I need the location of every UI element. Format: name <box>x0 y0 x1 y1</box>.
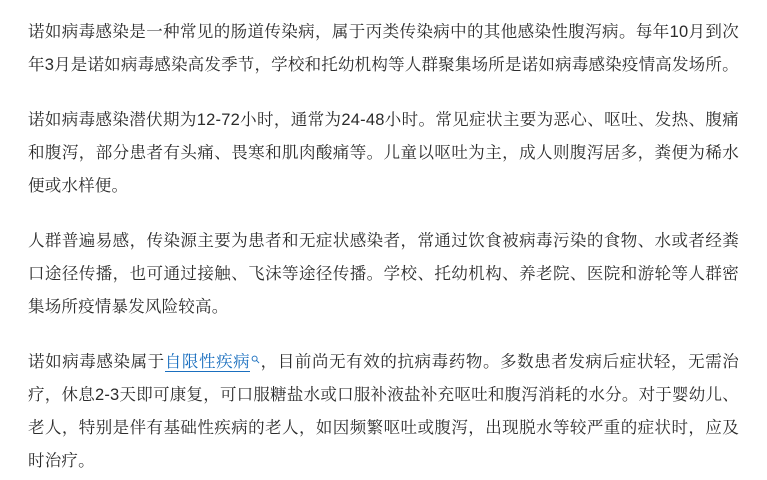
paragraph-3: 人群普遍易感，传染源主要为患者和无症状感染者，常通过饮食被病毒污染的食物、水或者经粪口途径传播，也可通过接触、飞沫等途径传播。学校、托幼机构、养老院、医院和游轮等人群密集场所疫情暴发风险较高。 <box>28 232 739 316</box>
paragraph-4 <box>28 346 739 478</box>
paragraph-2: 诺如病毒感染潜伏期为12-72小时，通常为24-48小时。常见症状主要为恶心、呕吐、发热、腹痛和腹泻，部分患者有头痛、畏寒和肌肉酸痛等。儿童以呕吐为主，成人则腹泻居多，粪便为稀水便或水样便。 <box>28 111 739 195</box>
search-icon[interactable] <box>251 355 260 365</box>
paragraph-1: 诺如病毒感染是一种常见的肠道传染病，属于丙类传染病中的其他感染性腹泻病。每年10月到次年3月是诺如病毒感染高发季节，学校和托幼机构等人群聚集场所是诺如病毒感染疫情高发场所。 <box>28 23 739 74</box>
self-limiting-disease-link[interactable]: 自限性疾病 <box>164 353 251 371</box>
paragraph-4-lead: 诺如病毒感染属于 <box>28 353 165 371</box>
paragraph-4-tail: ，目前尚无有效的抗病毒药物。多数患者发病后症状轻，无需治疗，休息2-3天即可康复，可口服糖盐水或口服补液盐补充呕吐和腹泻消耗的水分。对于婴幼儿、老人，特别是伴有基础性疾病的老人，如因频繁呕吐或腹泻，出现脱水等较严重的症状时，应及时治疗。 <box>28 353 740 470</box>
